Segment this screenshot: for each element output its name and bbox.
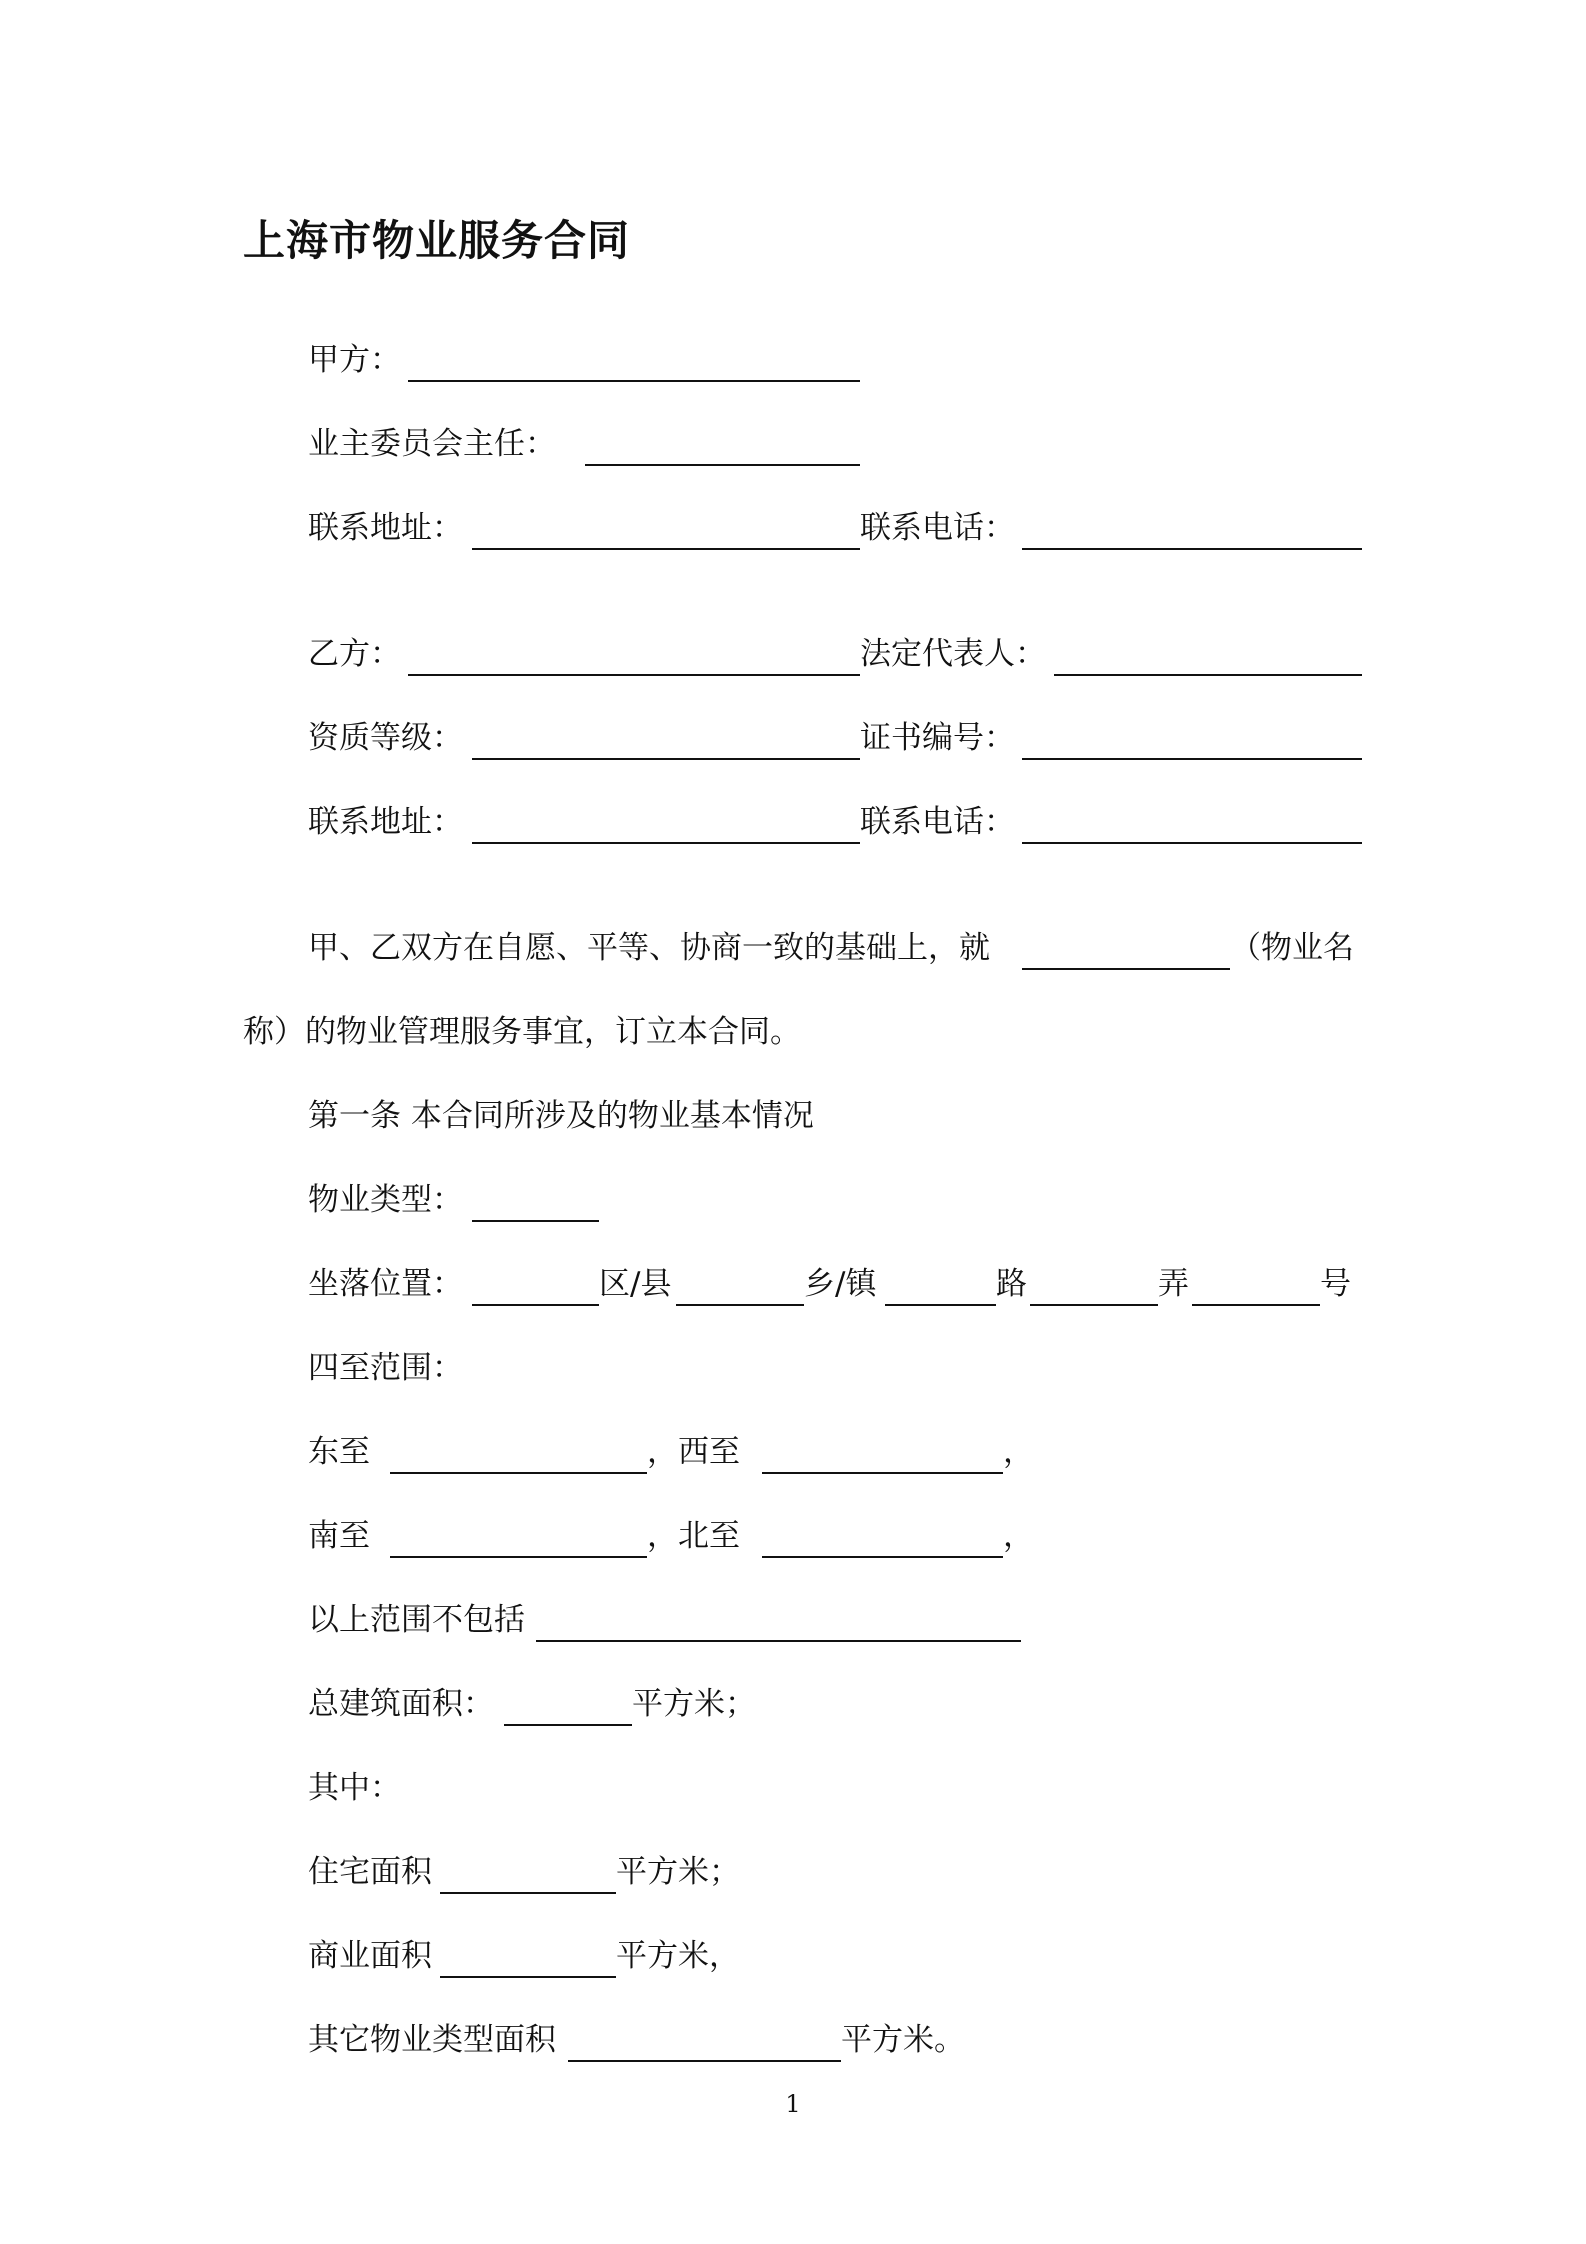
- page-number: 1: [785, 2090, 801, 2118]
- party-b-label: 乙方：: [308, 636, 401, 672]
- road-unit: 路: [996, 1266, 1027, 1302]
- certificate-field[interactable]: [1022, 758, 1362, 760]
- west-field[interactable]: [762, 1472, 1003, 1474]
- lane-field[interactable]: [1030, 1304, 1158, 1306]
- commercial-area-unit: 平方米，: [616, 1938, 740, 1974]
- total-area-label: 总建筑面积：: [308, 1686, 494, 1722]
- location-label: 坐落位置：: [308, 1266, 463, 1302]
- legal-rep-label: 法定代表人：: [860, 636, 1046, 672]
- east-field[interactable]: [390, 1472, 647, 1474]
- property-name-field[interactable]: [1022, 968, 1230, 970]
- south-field[interactable]: [390, 1556, 647, 1558]
- residential-area-field[interactable]: [440, 1892, 616, 1894]
- other-area-field[interactable]: [568, 2060, 841, 2062]
- party-a-address-field[interactable]: [472, 548, 860, 550]
- legal-rep-field[interactable]: [1054, 674, 1362, 676]
- total-area-field[interactable]: [504, 1724, 632, 1726]
- district-field[interactable]: [472, 1304, 599, 1306]
- party-b-phone-label: 联系电话：: [860, 804, 1015, 840]
- town-unit: 乡/镇: [804, 1266, 877, 1302]
- road-field[interactable]: [885, 1304, 996, 1306]
- intro-line-2: 称）的物业管理服务事宜，订立本合同。: [243, 1014, 801, 1050]
- committee-chair-label: 业主委员会主任：: [308, 426, 556, 462]
- north-label: ，北至: [647, 1518, 740, 1554]
- party-a-field[interactable]: [408, 380, 860, 382]
- east-label: 东至: [308, 1434, 370, 1470]
- south-label: 南至: [308, 1518, 370, 1554]
- other-area-unit: 平方米。: [841, 2022, 965, 2058]
- party-a-label: 甲方：: [308, 342, 401, 378]
- article-1-heading: 第一条 本合同所涉及的物业基本情况: [308, 1098, 814, 1134]
- intro-line-1-suffix: （物业名: [1230, 930, 1354, 966]
- intro-line-1: 甲、乙双方在自愿、平等、协商一致的基础上，就: [308, 930, 990, 966]
- qualification-field[interactable]: [472, 758, 860, 760]
- boundary-label: 四至范围：: [308, 1350, 463, 1386]
- party-b-address-label: 联系地址：: [308, 804, 463, 840]
- east-west-comma: ，: [1003, 1434, 1034, 1470]
- other-area-label: 其它物业类型面积: [308, 2022, 556, 2058]
- party-b-field[interactable]: [408, 674, 860, 676]
- west-label: ，西至: [647, 1434, 740, 1470]
- lane-unit: 弄: [1158, 1266, 1189, 1302]
- certificate-label: 证书编号：: [860, 720, 1015, 756]
- south-north-comma: ，: [1003, 1518, 1034, 1554]
- among-label: 其中：: [308, 1770, 401, 1806]
- party-b-phone-field[interactable]: [1022, 842, 1362, 844]
- commercial-area-label: 商业面积: [308, 1938, 432, 1974]
- town-field[interactable]: [676, 1304, 804, 1306]
- exclude-label: 以上范围不包括: [308, 1602, 525, 1638]
- party-a-phone-field[interactable]: [1022, 548, 1362, 550]
- party-b-address-field[interactable]: [472, 842, 860, 844]
- property-type-field[interactable]: [472, 1220, 599, 1222]
- number-field[interactable]: [1192, 1304, 1320, 1306]
- total-area-unit: 平方米；: [632, 1686, 756, 1722]
- qualification-label: 资质等级：: [308, 720, 463, 756]
- committee-chair-field[interactable]: [585, 464, 860, 466]
- residential-area-label: 住宅面积: [308, 1854, 432, 1890]
- exclude-field[interactable]: [536, 1640, 1021, 1642]
- district-unit: 区/县: [599, 1266, 672, 1302]
- page-title: 上海市物业服务合同: [243, 216, 631, 265]
- north-field[interactable]: [762, 1556, 1003, 1558]
- number-unit: 号: [1320, 1266, 1351, 1302]
- party-a-phone-label: 联系电话：: [860, 510, 1015, 546]
- residential-area-unit: 平方米；: [616, 1854, 740, 1890]
- commercial-area-field[interactable]: [440, 1976, 616, 1978]
- party-a-address-label: 联系地址：: [308, 510, 463, 546]
- property-type-label: 物业类型：: [308, 1182, 463, 1218]
